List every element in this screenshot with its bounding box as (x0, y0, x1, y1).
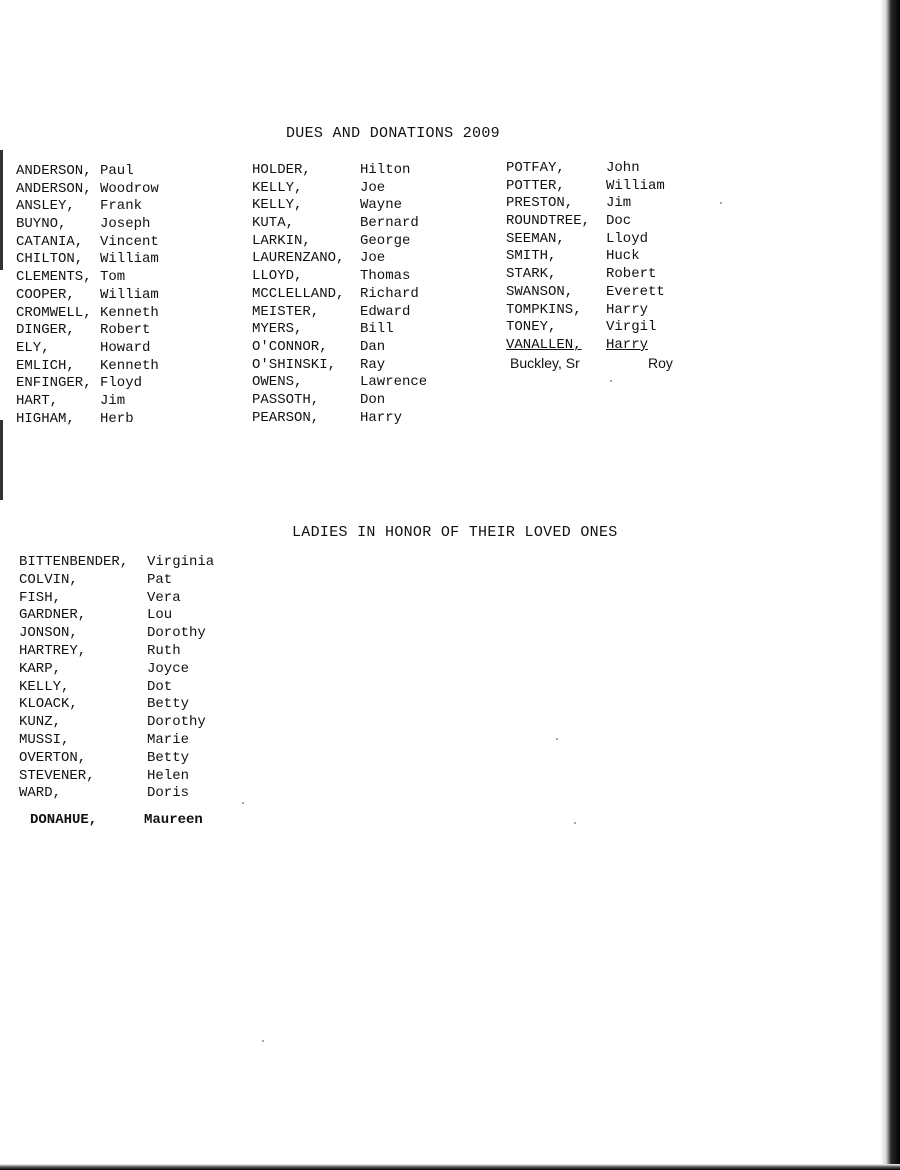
left-margin-mark (0, 420, 3, 500)
list-item (16, 322, 246, 340)
last-name: HARTREY, (19, 642, 87, 659)
last-name: POTFAY, (506, 160, 565, 176)
list-item (16, 198, 246, 216)
scan-speck (242, 802, 244, 804)
first-name: Everett (606, 283, 665, 300)
list-item (252, 410, 492, 428)
list-item (506, 355, 706, 373)
list-item (16, 305, 246, 323)
first-name: Paul (100, 163, 134, 179)
last-name: PRESTON, (506, 195, 574, 212)
first-name: Thomas (360, 268, 411, 285)
first-name: William (100, 251, 159, 268)
list-item (252, 357, 492, 375)
first-name: Wayne (360, 197, 403, 214)
list-item (252, 321, 492, 339)
first-name: Lou (147, 607, 173, 624)
last-name: HIGHAM, (16, 410, 75, 427)
last-name: KUTA, (252, 215, 295, 232)
list-item (252, 374, 492, 392)
list-item (19, 590, 259, 608)
last-name: KELLY, (252, 179, 303, 196)
list-item (19, 750, 259, 768)
first-name: Herb (100, 410, 134, 427)
last-name: CATANIA, (16, 233, 84, 250)
last-name: HOLDER, (252, 162, 311, 178)
first-name: Dorothy (147, 625, 206, 642)
first-name: Ray (360, 356, 386, 373)
list-item (19, 732, 259, 750)
first-name: Jim (100, 392, 126, 409)
list-item (506, 337, 706, 355)
last-name: CHILTON, (16, 251, 84, 268)
last-name: GARDNER, (19, 607, 87, 624)
last-name: TONEY, (506, 319, 557, 336)
list-item (506, 248, 706, 266)
dues-column-1 (16, 163, 246, 428)
last-name: O'SHINSKI, (252, 356, 337, 373)
last-name: OWENS, (252, 374, 303, 391)
list-item (506, 231, 706, 249)
dues-column-2 (252, 162, 492, 427)
first-name: Harry (606, 301, 649, 318)
first-name: Marie (147, 731, 190, 748)
scan-speck (610, 380, 612, 382)
first-name: Joyce (147, 660, 190, 677)
list-item (506, 213, 706, 231)
left-margin-mark (0, 150, 3, 270)
list-item (506, 266, 706, 284)
list-item (252, 233, 492, 251)
list-item (19, 607, 259, 625)
last-name: ROUNDTREE, (506, 213, 591, 230)
list-item (19, 643, 259, 661)
first-name: Jim (606, 195, 632, 212)
list-item (19, 785, 259, 803)
first-name: Ruth (147, 642, 181, 659)
ladies-list (19, 554, 259, 803)
first-name: Doc (606, 213, 632, 230)
first-name: Helen (147, 767, 190, 784)
last-name: MUSSI, (19, 731, 70, 748)
first-name: Lawrence (360, 374, 428, 391)
last-name: SWANSON, (506, 283, 574, 300)
first-name: Huck (606, 248, 640, 265)
list-item (252, 392, 492, 410)
last-name: POTTER, (506, 177, 565, 194)
list-item (16, 375, 246, 393)
list-item (506, 195, 706, 213)
list-item (252, 304, 492, 322)
first-name: Robert (100, 322, 151, 339)
list-item (16, 358, 246, 376)
last-name: BITTENBENDER, (19, 554, 129, 570)
last-name: PASSOTH, (252, 391, 320, 408)
list-item (19, 661, 259, 679)
first-name: Harry (606, 336, 649, 353)
last-name: MCCLELLAND, (252, 285, 345, 302)
list-item (506, 284, 706, 302)
list-item (16, 411, 246, 429)
last-name: BUYNO, (16, 216, 67, 233)
last-name: ANDERSON, (16, 180, 92, 197)
first-name: Woodrow (100, 180, 159, 197)
first-name: Kenneth (100, 357, 159, 374)
first-name: Hilton (360, 162, 411, 178)
scan-speck (262, 1040, 264, 1042)
first-name: Betty (147, 696, 190, 713)
first-name: Vera (147, 589, 181, 606)
first-name: William (100, 286, 159, 303)
last-name: KLOACK, (19, 696, 78, 713)
first-name: Edward (360, 303, 411, 320)
last-name: SMITH, (506, 248, 557, 265)
first-name: Joe (360, 179, 386, 196)
first-name: Tom (100, 269, 126, 286)
first-name: Vincent (100, 233, 159, 250)
first-name: Dot (147, 678, 173, 695)
list-item (16, 181, 246, 199)
page-edge-shadow (880, 0, 900, 1170)
list-item (16, 393, 246, 411)
dues-column-3 (506, 160, 706, 372)
scan-speck (556, 738, 558, 740)
last-name: STEVENER, (19, 767, 95, 784)
list-item (506, 160, 706, 178)
first-name: Floyd (100, 375, 143, 392)
last-name: EMLICH, (16, 357, 75, 374)
first-name: Kenneth (100, 304, 159, 321)
last-name: DINGER, (16, 322, 75, 339)
first-name: John (606, 160, 640, 176)
last-name: KARP, (19, 660, 62, 677)
first-name: Bill (360, 321, 394, 338)
first-name: Roy (648, 354, 673, 371)
first-name: Doris (147, 785, 190, 802)
first-name: Don (360, 391, 386, 408)
dues-title: DUES AND DONATIONS 2009 (286, 125, 500, 142)
first-name: Lloyd (606, 230, 649, 247)
last-name: LAURENZANO, (252, 250, 345, 267)
first-name: William (606, 177, 665, 194)
scan-speck (574, 822, 576, 824)
list-item (252, 215, 492, 233)
first-name: Pat (147, 571, 173, 588)
last-name: ELY, (16, 339, 50, 356)
list-item (252, 268, 492, 286)
list-item (252, 339, 492, 357)
first-name: George (360, 232, 411, 249)
list-item (252, 197, 492, 215)
list-item (16, 251, 246, 269)
last-name: ANDERSON, (16, 163, 92, 179)
first-name: Harry (360, 409, 403, 426)
page-bottom-edge (0, 1164, 900, 1170)
list-item (506, 302, 706, 320)
last-name: MEISTER, (252, 303, 320, 320)
last-name: KELLY, (252, 197, 303, 214)
last-name: LARKIN, (252, 232, 311, 249)
last-name: O'CONNOR, (252, 338, 328, 355)
first-name: Dorothy (147, 714, 206, 731)
list-item (506, 178, 706, 196)
last-name: STARK, (506, 266, 557, 283)
list-item (19, 679, 259, 697)
list-item (19, 696, 259, 714)
first-name: Robert (606, 266, 657, 283)
last-name: LLOYD, (252, 268, 303, 285)
first-name: Bernard (360, 215, 419, 232)
last-name: FISH, (19, 589, 62, 606)
list-item (252, 286, 492, 304)
list-item (19, 768, 259, 786)
list-item (16, 234, 246, 252)
last-name: TOMPKINS, (506, 301, 582, 318)
last-name: CLEMENTS, (16, 269, 92, 286)
first-name: Dan (360, 338, 386, 355)
list-item (16, 340, 246, 358)
list-item (16, 269, 246, 287)
ladies-list-addendum (30, 812, 270, 830)
first-name: Virginia (147, 554, 215, 570)
first-name: Maureen (144, 812, 203, 828)
last-name: SEEMAN, (506, 230, 565, 247)
list-item (506, 319, 706, 337)
last-name: PEARSON, (252, 409, 320, 426)
list-item (30, 812, 270, 830)
first-name: Joe (360, 250, 386, 267)
last-name: CROMWELL, (16, 304, 92, 321)
list-item (16, 163, 246, 181)
list-item (19, 554, 259, 572)
last-name: KUNZ, (19, 714, 62, 731)
list-item (16, 216, 246, 234)
list-item (19, 714, 259, 732)
first-name: Frank (100, 198, 143, 215)
last-name: HART, (16, 392, 59, 409)
last-name: COLVIN, (19, 571, 78, 588)
scan-speck (720, 202, 722, 204)
last-name: ENFINGER, (16, 375, 92, 392)
ladies-title: LADIES IN HONOR OF THEIR LOVED ONES (292, 524, 618, 541)
first-name: Richard (360, 285, 419, 302)
last-name: VANALLEN, (506, 336, 582, 353)
first-name: Joseph (100, 216, 151, 233)
list-item (16, 287, 246, 305)
last-name: DONAHUE, (30, 812, 98, 828)
list-item (19, 625, 259, 643)
first-name: Howard (100, 339, 151, 356)
last-name: JONSON, (19, 625, 78, 642)
last-name: Buckley, Sr (510, 354, 580, 371)
first-name: Betty (147, 749, 190, 766)
list-item (252, 162, 492, 180)
last-name: KELLY, (19, 678, 70, 695)
list-item (19, 572, 259, 590)
last-name: OVERTON, (19, 749, 87, 766)
last-name: MYERS, (252, 321, 303, 338)
list-item (252, 180, 492, 198)
list-item (252, 250, 492, 268)
last-name: WARD, (19, 785, 62, 802)
first-name: Virgil (606, 319, 657, 336)
last-name: ANSLEY, (16, 198, 75, 215)
last-name: COOPER, (16, 286, 75, 303)
